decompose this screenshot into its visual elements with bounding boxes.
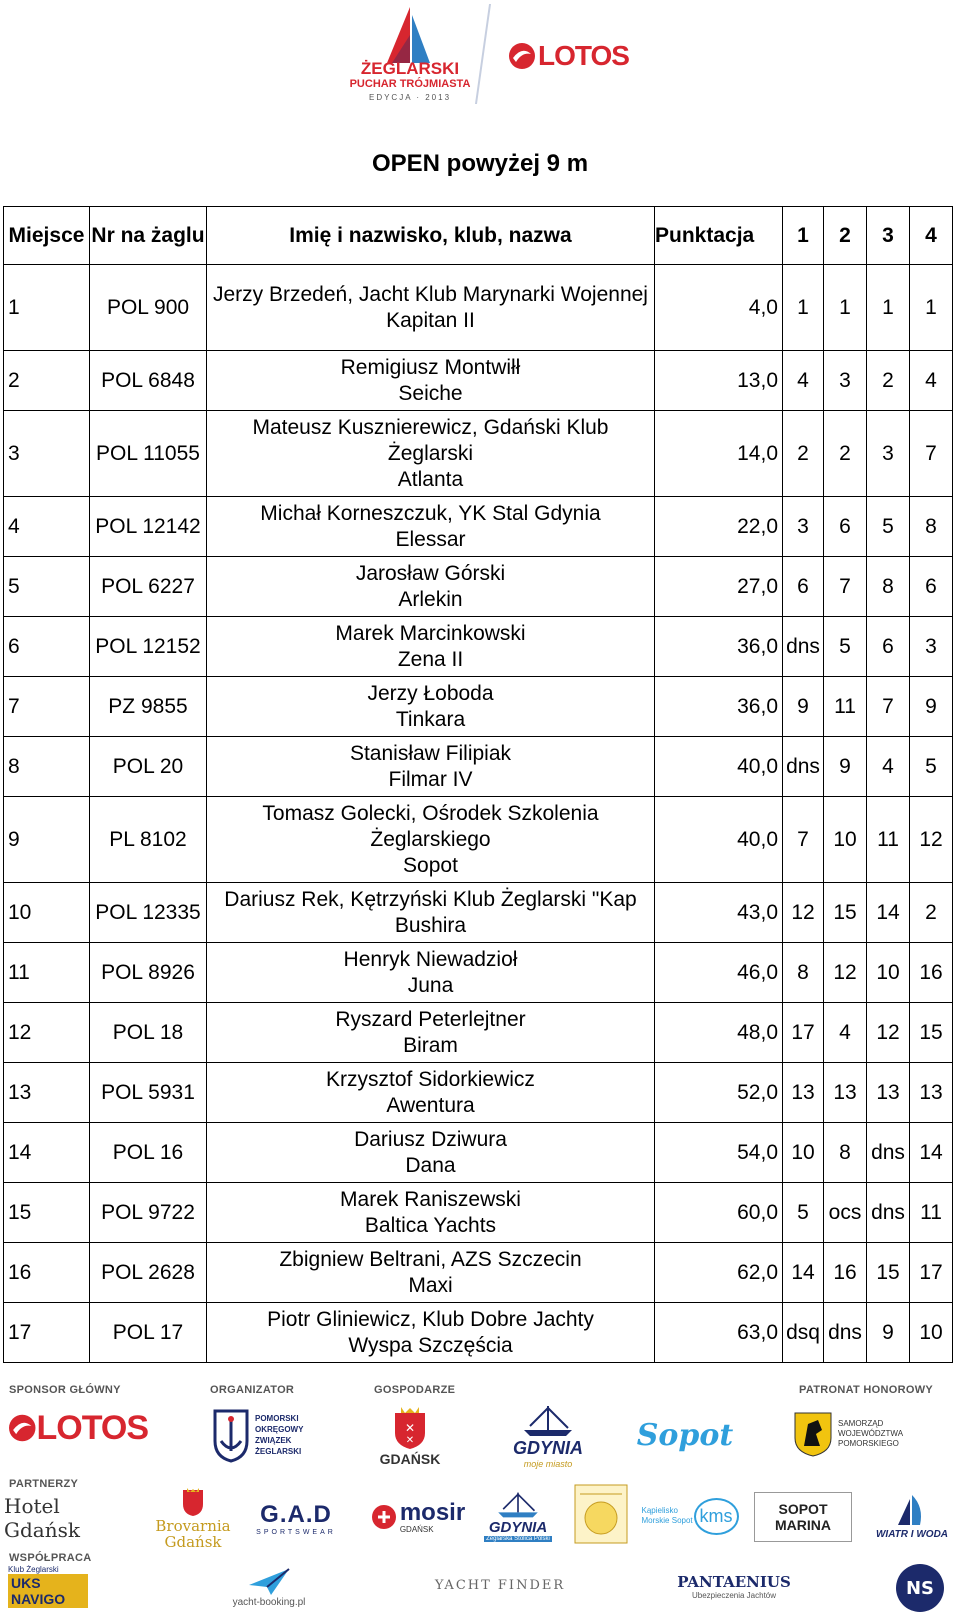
sail-number-cell: POL 12142 [90, 497, 207, 557]
score-cell: 36,0 [655, 617, 783, 677]
sail-number-cell: POL 16 [90, 1123, 207, 1183]
label-cooperation: WSPÓŁPRACA [9, 1552, 92, 1564]
race1-cell: dns [783, 737, 824, 797]
score-cell: 4,0 [655, 265, 783, 351]
table-row [4, 557, 953, 617]
name-cell: Jarosław Górski Arlekin [207, 557, 655, 617]
race2-cell: 10 [824, 797, 867, 883]
race2-cell: 9 [824, 737, 867, 797]
header [0, 0, 960, 150]
race2-cell: 3 [824, 351, 867, 411]
race3-cell: 14 [867, 883, 910, 943]
table-row [4, 265, 953, 351]
race4-cell: 10 [910, 1303, 953, 1363]
name-cell: Michał Korneszczuk, YK Stal Gdynia Elessar [207, 497, 655, 557]
race1-cell: 9 [783, 677, 824, 737]
name-cell: Marek Raniszewski Baltica Yachts [207, 1183, 655, 1243]
score-cell: 43,0 [655, 883, 783, 943]
samorzad-logo: SAMORZĄD WOJEWÓDZTWA POMORSKIEGO [790, 1406, 950, 1462]
place-cell: 5 [4, 557, 90, 617]
score-cell: 27,0 [655, 557, 783, 617]
sail-number-cell: POL 2628 [90, 1243, 207, 1303]
place-cell: 17 [4, 1303, 90, 1363]
circle-badge-icon [574, 1484, 628, 1544]
score-cell: 52,0 [655, 1063, 783, 1123]
wiatr-i-woda-logo: WIATR I WODA [870, 1484, 954, 1548]
race3-cell: 7 [867, 677, 910, 737]
sopot-logo: Sopot [636, 1417, 734, 1453]
header-sponsor-logo [508, 36, 629, 76]
race3-cell: 2 [867, 351, 910, 411]
score-cell: 14,0 [655, 411, 783, 497]
paper-plane-icon [247, 1567, 291, 1597]
race2-cell: dns [824, 1303, 867, 1363]
race4-cell: 1 [910, 265, 953, 351]
sail-icon [340, 5, 480, 65]
table-row [4, 797, 953, 883]
race4-cell: 6 [910, 557, 953, 617]
race2-cell: 2 [824, 411, 867, 497]
place-cell: 8 [4, 737, 90, 797]
sopot-marina-logo: SOPOT MARINA [748, 1492, 858, 1542]
page-title: OPEN powyżej 9 m [371, 150, 589, 177]
race4-cell: 16 [910, 943, 953, 1003]
name-cell: Krzysztof Sidorkiewicz Awentura [207, 1063, 655, 1123]
race2-cell: 7 [824, 557, 867, 617]
col-header-sail: Nr na żaglu [90, 207, 207, 265]
brovarnia-crest-icon [181, 1488, 205, 1518]
score-cell: 40,0 [655, 797, 783, 883]
event-logo-line3: EDYCJA · 2013 [368, 93, 452, 102]
score-cell: 40,0 [655, 737, 783, 797]
name-cell: Jerzy Łoboda Tinkara [207, 677, 655, 737]
event-logo-line1: ŻEGLARSKI [360, 59, 460, 78]
table-row [4, 1243, 953, 1303]
brovarnia-logo: Brovarnia Gdańsk [150, 1484, 236, 1554]
race3-cell: 13 [867, 1063, 910, 1123]
north-sails-icon [895, 1563, 945, 1613]
place-cell: 14 [4, 1123, 90, 1183]
race3-cell: 8 [867, 557, 910, 617]
col-header-race4: 4 [910, 207, 953, 265]
sail-number-cell: POL 12152 [90, 617, 207, 677]
place-cell: 7 [4, 677, 90, 737]
score-cell: 62,0 [655, 1243, 783, 1303]
col-header-race2: 2 [824, 207, 867, 265]
place-cell: 11 [4, 943, 90, 1003]
race2-cell: 6 [824, 497, 867, 557]
race1-cell: 1 [783, 265, 824, 351]
race2-cell: 16 [824, 1243, 867, 1303]
name-cell: Dariusz Rek, Kętrzyński Klub Żeglarski "Kap Bushira [207, 883, 655, 943]
table-row [4, 1123, 953, 1183]
sail-number-cell: PZ 9855 [90, 677, 207, 737]
sail-number-cell: POL 900 [90, 265, 207, 351]
race1-cell: dns [783, 617, 824, 677]
race2-cell: 15 [824, 883, 867, 943]
race1-cell: 3 [783, 497, 824, 557]
race4-cell: 14 [910, 1123, 953, 1183]
race1-cell: 7 [783, 797, 824, 883]
race2-cell: 4 [824, 1003, 867, 1063]
griffin-crest-icon [792, 1410, 834, 1458]
event-logo [340, 5, 480, 105]
place-cell: 12 [4, 1003, 90, 1063]
race1-cell: 5 [783, 1183, 824, 1243]
sail-number-cell: POL 11055 [90, 411, 207, 497]
race1-cell: 13 [783, 1063, 824, 1123]
place-cell: 6 [4, 617, 90, 677]
mosir-icon [371, 1504, 397, 1530]
sail-number-cell: POL 6227 [90, 557, 207, 617]
sail-number-cell: POL 20 [90, 737, 207, 797]
gdynia-sailing-logo: GDYNIA Żeglarska Stolica Polski [476, 1484, 560, 1548]
label-patronage: PATRONAT HONOROWY [799, 1384, 934, 1396]
score-cell: 13,0 [655, 351, 783, 411]
place-cell: 4 [4, 497, 90, 557]
name-cell: Tomasz Golecki, Ośrodek Szkolenia Żeglarskiego Sopot [207, 797, 655, 883]
sopot-centre-logo [572, 1482, 630, 1546]
race1-cell: 14 [783, 1243, 824, 1303]
table-row [4, 1063, 953, 1123]
pantaenius-logo: PANTAENIUS Ubezpieczenia Jachtów [677, 1572, 791, 1600]
place-cell: 1 [4, 265, 90, 351]
svg-text:✕: ✕ [405, 1435, 415, 1446]
place-cell: 15 [4, 1183, 90, 1243]
score-cell: 63,0 [655, 1303, 783, 1363]
race4-cell: 2 [910, 883, 953, 943]
place-cell: 9 [4, 797, 90, 883]
score-cell: 22,0 [655, 497, 783, 557]
race1-cell: 2 [783, 411, 824, 497]
sail-icon [890, 1493, 934, 1529]
name-cell: Dariusz Dziwura Dana [207, 1123, 655, 1183]
name-cell: Henryk Niewadzioł Juna [207, 943, 655, 1003]
north-sails-logo [892, 1560, 948, 1616]
score-cell: 54,0 [655, 1123, 783, 1183]
race4-cell: 9 [910, 677, 953, 737]
race1-cell: 6 [783, 557, 824, 617]
gdansk-crest-icon [387, 1405, 433, 1451]
sail-number-cell: POL 17 [90, 1303, 207, 1363]
sail-number-cell: POL 6848 [90, 351, 207, 411]
table-row [4, 1183, 953, 1243]
sponsors-footer [0, 1384, 960, 1621]
table-header-row [4, 207, 953, 265]
place-cell: 13 [4, 1063, 90, 1123]
name-cell: Stanisław Filipiak Filmar IV [207, 737, 655, 797]
race1-cell: dsq [783, 1303, 824, 1363]
table-row [4, 677, 953, 737]
race1-cell: 17 [783, 1003, 824, 1063]
race3-cell: dns [867, 1183, 910, 1243]
label-hosts: GOSPODARZE [374, 1384, 456, 1396]
hotel-gdansk-logo: Hotel Gdańsk [4, 1494, 80, 1542]
svg-text:NS: NS [905, 1578, 935, 1599]
race3-cell: 10 [867, 943, 910, 1003]
table-row [4, 1303, 953, 1363]
race2-cell: 13 [824, 1063, 867, 1123]
sail-number-cell: POL 8926 [90, 943, 207, 1003]
name-cell: Ryszard Peterlejtner Biram [207, 1003, 655, 1063]
event-logo-line2: PUCHAR TRÓJMIASTA [349, 78, 471, 90]
ship-icon [518, 1404, 578, 1438]
table-row [4, 1003, 953, 1063]
pozz-logo: POMORSKI OKRĘGOWY ZWIĄZEK ŻEGLARSKI [208, 1404, 318, 1466]
race4-cell: 11 [910, 1183, 953, 1243]
race3-cell: 6 [867, 617, 910, 677]
table-row [4, 883, 953, 943]
sail-number-cell: POL 9722 [90, 1183, 207, 1243]
name-cell: Zbigniew Beltrani, AZS Szczecin Maxi [207, 1243, 655, 1303]
race3-cell: 15 [867, 1243, 910, 1303]
svg-text:✕: ✕ [404, 1421, 416, 1435]
score-cell: 46,0 [655, 943, 783, 1003]
race4-cell: 13 [910, 1063, 953, 1123]
uks-navigo-logo: Klub Żeglarski UKS NAVIGO [8, 1564, 88, 1608]
race1-cell: 10 [783, 1123, 824, 1183]
race4-cell: 3 [910, 617, 953, 677]
table-row [4, 617, 953, 677]
race2-cell: 5 [824, 617, 867, 677]
name-cell: Jerzy Brzedeń, Jacht Klub Marynarki Wojennej Kapitan II [207, 265, 655, 351]
race3-cell: 5 [867, 497, 910, 557]
label-main-sponsor: SPONSOR GŁÓWNY [9, 1384, 121, 1396]
race4-cell: 5 [910, 737, 953, 797]
col-header-race3: 3 [867, 207, 910, 265]
race2-cell: ocs [824, 1183, 867, 1243]
race3-cell: dns [867, 1123, 910, 1183]
race2-cell: 8 [824, 1123, 867, 1183]
label-organizer: ORGANIZATOR [210, 1384, 295, 1396]
kms-logo: Kąpielisko Morskie Sopot kms [640, 1494, 740, 1538]
lotos-flower-icon [508, 42, 536, 70]
name-cell: Piotr Gliniewicz, Klub Dobre Jachty Wyspa Szczęścia [207, 1303, 655, 1363]
table-row [4, 497, 953, 557]
col-header-score: Punktacja [655, 207, 783, 265]
ship-icon [493, 1491, 543, 1519]
race3-cell: 4 [867, 737, 910, 797]
sail-number-cell: POL 18 [90, 1003, 207, 1063]
gdynia-logo: GDYNIA moje miasto [500, 1402, 596, 1470]
score-cell: 60,0 [655, 1183, 783, 1243]
race3-cell: 12 [867, 1003, 910, 1063]
sail-number-cell: POL 12335 [90, 883, 207, 943]
score-cell: 48,0 [655, 1003, 783, 1063]
lotos-flower-icon [8, 1410, 37, 1446]
sail-number-cell: POL 5931 [90, 1063, 207, 1123]
race3-cell: 1 [867, 265, 910, 351]
race1-cell: 4 [783, 351, 824, 411]
race3-cell: 9 [867, 1303, 910, 1363]
col-header-name: Imię i nazwisko, klub, nazwa [207, 207, 655, 265]
results-table [3, 206, 953, 1363]
yacht-booking-logo: yacht-booking.pl [222, 1556, 316, 1618]
race4-cell: 8 [910, 497, 953, 557]
place-cell: 3 [4, 411, 90, 497]
yacht-finder-logo: YACHT FINDER [434, 1577, 566, 1593]
gdansk-logo: ✕ ✕ GDAŃSK [368, 1402, 452, 1470]
table-row [4, 411, 953, 497]
label-partners: PARTNERZY [9, 1478, 79, 1490]
race3-cell: 11 [867, 797, 910, 883]
race1-cell: 12 [783, 883, 824, 943]
col-header-place: Miejsce [4, 207, 90, 265]
table-row [4, 943, 953, 1003]
race2-cell: 12 [824, 943, 867, 1003]
header-sponsor-text: LOTOS [538, 40, 629, 71]
race4-cell: 15 [910, 1003, 953, 1063]
place-cell: 16 [4, 1243, 90, 1303]
table-row [4, 737, 953, 797]
place-cell: 10 [4, 883, 90, 943]
sail-number-cell: PL 8102 [90, 797, 207, 883]
name-cell: Marek Marcinkowski Zena II [207, 617, 655, 677]
name-cell: Remigiusz Montwiłł Seiche [207, 351, 655, 411]
col-header-race1: 1 [783, 207, 824, 265]
name-cell: Mateusz Kusznierewicz, Gdański Klub Żeglarski Atlanta [207, 411, 655, 497]
race3-cell: 3 [867, 411, 910, 497]
race4-cell: 4 [910, 351, 953, 411]
score-cell: 36,0 [655, 677, 783, 737]
race4-cell: 17 [910, 1243, 953, 1303]
place-cell: 2 [4, 351, 90, 411]
race2-cell: 1 [824, 265, 867, 351]
gad-logo: G.A.D SPORTSWEAR [256, 1500, 336, 1536]
mosir-logo: mosir GDAŃSK [366, 1494, 470, 1540]
race4-cell: 7 [910, 411, 953, 497]
race4-cell: 12 [910, 797, 953, 883]
race2-cell: 11 [824, 677, 867, 737]
table-row [4, 351, 953, 411]
race1-cell: 8 [783, 943, 824, 1003]
lotos-logo: LOTOS [8, 1406, 148, 1450]
anchor-crest-icon [211, 1407, 251, 1463]
